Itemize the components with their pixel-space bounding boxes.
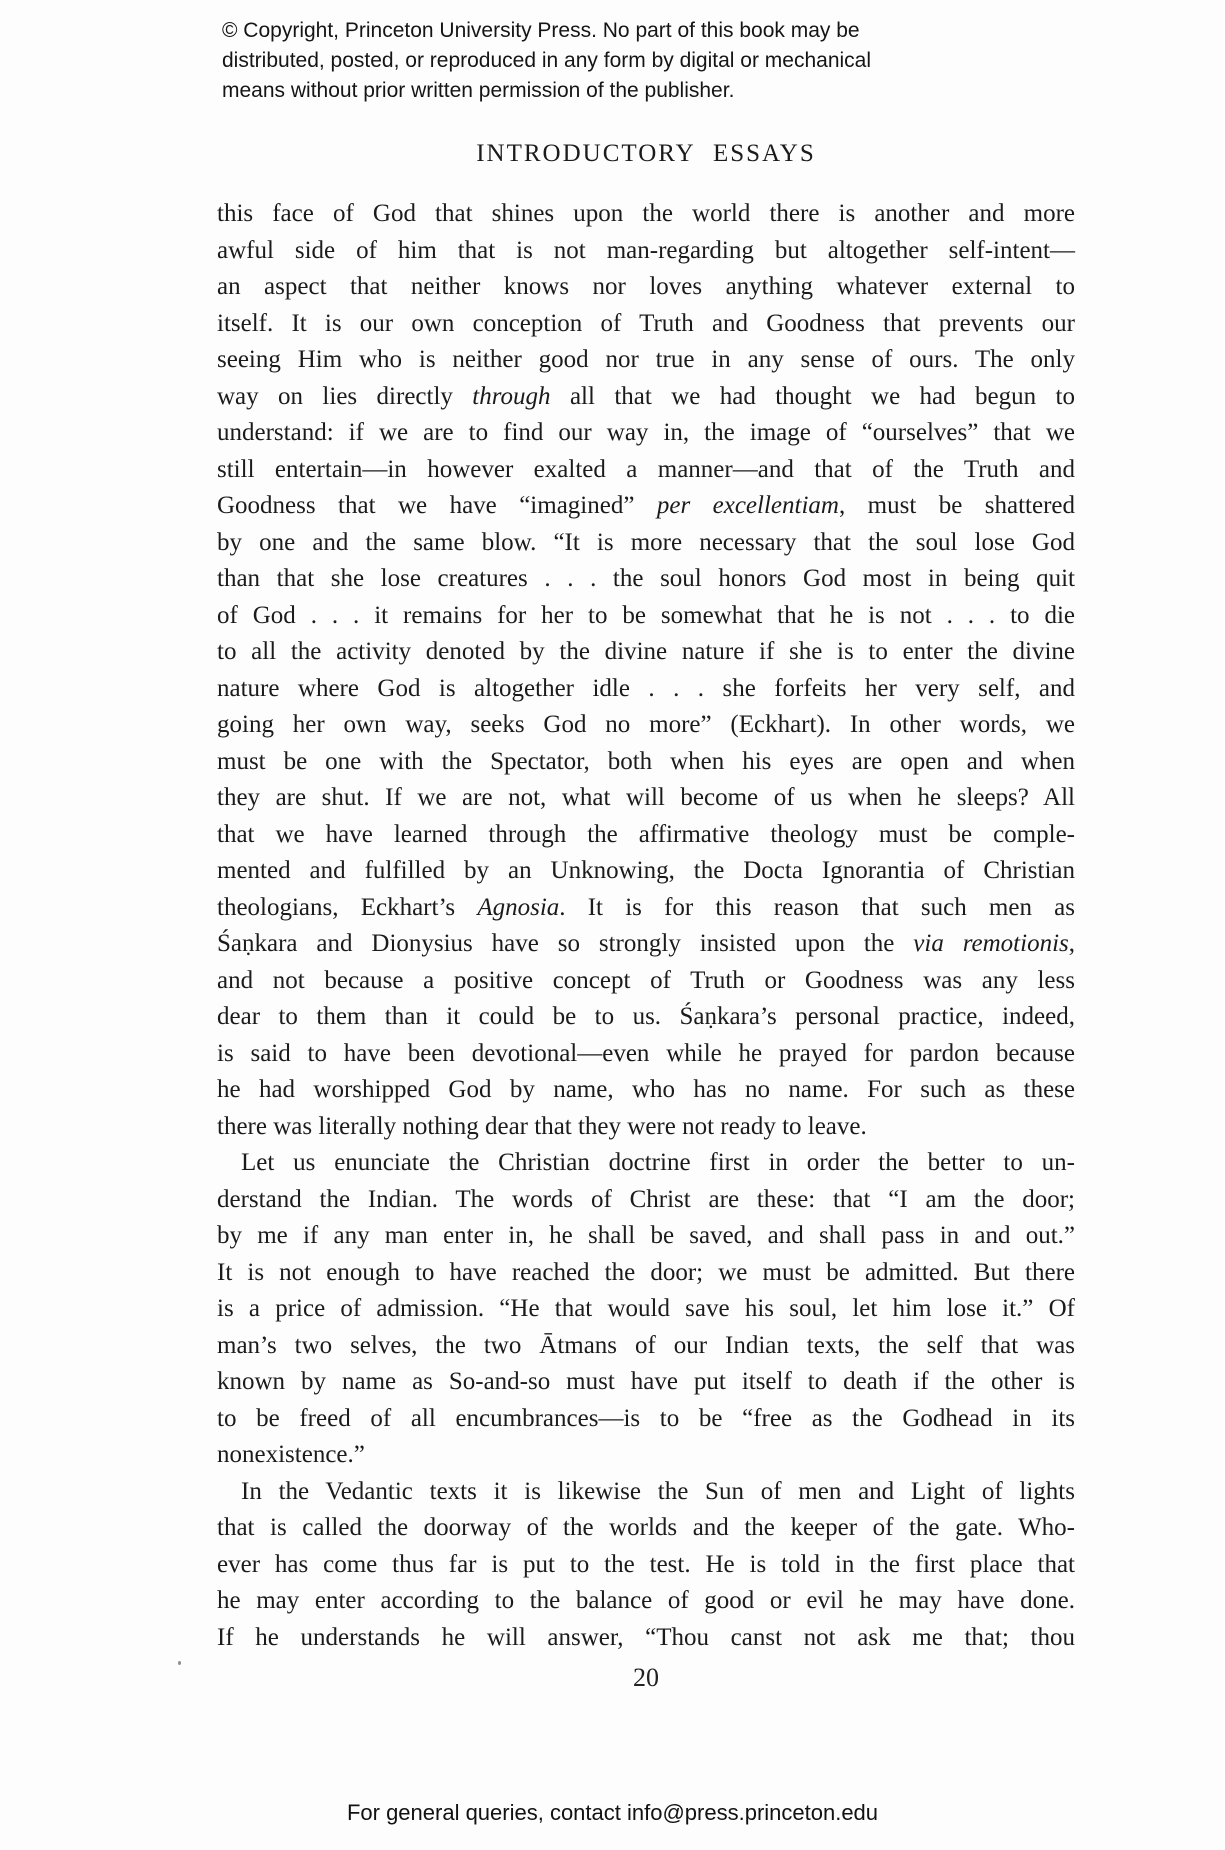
footer-queries-note: For general queries, contact info@press.princeton.edu — [346, 1800, 879, 1825]
copyright-line: © Copyright, Princeton University Press. No part of this book may be — [222, 19, 860, 42]
text-line: man’s two selves, the two Ātmans of our Indian texts, the self that was — [217, 1331, 1075, 1359]
text-line: he may enter according to the balance of good or evil he may have done. — [217, 1587, 1075, 1614]
text-line: It is not enough to have reached the door; we must be admitted. But there — [217, 1258, 1075, 1286]
text-line: nature where God is altogether idle . . . she forfeits her very self, and — [217, 674, 1075, 702]
text-line: Goodness that we have “imagined” per excellentiam, must be shattered — [217, 492, 1075, 519]
text-line: ever has come thus far is put to the test. He is told in the first place that — [217, 1550, 1075, 1578]
text-line: known by name as So-and-so must have put itself to death if the other is — [217, 1368, 1075, 1395]
page-number: 20 — [633, 1663, 659, 1692]
text-line: awful side of him that is not man-regarding but altogether self-intent— — [217, 236, 1075, 264]
text-line: they are shut. If we are not, what will become of us when he sleeps? All — [217, 784, 1075, 811]
text-line: still entertain—in however exalted a manner—and that of the Truth and — [217, 455, 1075, 483]
text-line: to all the activity denoted by the divine nature if she is to enter the divine — [217, 638, 1075, 665]
text-line: Śaṇkara and Dionysius have so strongly insisted upon the via remotionis, — [217, 930, 1075, 957]
text-line: must be one with the Spectator, both when his eyes are open and when — [217, 747, 1075, 775]
text-line: If he understands he will answer, “Thou canst not ask me that; thou — [217, 1623, 1075, 1651]
text-line: understand: if we are to find our way in, the image of “ourselves” that we — [217, 419, 1075, 446]
text-line: there was literally nothing dear that they were not ready to leave. — [217, 1112, 867, 1140]
italic-phrase: through — [472, 382, 551, 410]
copyright-line: distributed, posted, or reproduced in any form by digital or mechanical — [222, 49, 872, 72]
text-line: to be freed of all encumbrances—is to be “free as the Godhead in its — [217, 1404, 1075, 1432]
text-line: Let us enunciate the Christian doctrine first in order the better to un- — [241, 1149, 1075, 1176]
text-line: is said to have been devotional—even while he prayed for pardon because — [217, 1039, 1075, 1067]
text-line: by one and the same blow. “It is more necessary that the soul lose God — [217, 528, 1075, 556]
running-head: INTRODUCTORY ESSAYS — [476, 140, 816, 167]
text-line: way on lies directly through all that we had thought we had begun to — [217, 382, 1075, 410]
italic-phrase: via remotionis — [913, 930, 1069, 957]
text-line: is a price of admission. “He that would save his soul, let him lose it.” Of — [217, 1295, 1075, 1322]
text-line: theologians, Eckhart’s Agnosia. It is for this reason that such men as — [217, 893, 1075, 921]
italic-phrase: per excellentiam — [656, 492, 839, 519]
text-line: nonexistence.” — [217, 1441, 365, 1468]
text-line: that we have learned through the affirmative theology must be comple- — [217, 820, 1075, 848]
italic-phrase: Agnosia — [477, 893, 560, 921]
copyright-notice — [222, 16, 942, 106]
copyright-line: means without prior written permission of the publisher. — [222, 79, 735, 102]
text-line: mented and fulfilled by an Unknowing, the Docta Ignorantia of Christian — [217, 857, 1075, 884]
text-line: itself. It is our own conception of Truth and Goodness that prevents our — [217, 309, 1075, 337]
text-line: In the Vedantic texts it is likewise the Sun of men and Light of lights — [241, 1477, 1075, 1505]
text-line: an aspect that neither knows nor loves anything whatever external to — [217, 273, 1075, 300]
text-line: he had worshipped God by name, who has no name. For such as these — [217, 1076, 1075, 1103]
text-line: that is called the doorway of the worlds and the keeper of the gate. Who- — [217, 1514, 1075, 1541]
text-line: and not because a positive concept of Truth or Goodness was any less — [217, 966, 1075, 994]
text-line: derstand the Indian. The words of Christ are these: that “I am the door; — [217, 1185, 1075, 1213]
text-line: than that she lose creatures . . . the soul honors God most in being quit — [217, 565, 1075, 592]
text-line: this face of God that shines upon the world there is another and more — [217, 200, 1075, 227]
text-line: of God . . . it remains for her to be somewhat that he is not . . . to die — [217, 601, 1075, 629]
text-line: going her own way, seeks God no more” (Eckhart). In other words, we — [217, 711, 1075, 738]
page-body — [217, 196, 1075, 1656]
text-line: by me if any man enter in, he shall be saved, and shall pass in and out.” — [217, 1222, 1075, 1249]
text-line: dear to them than it could be to us. Śaṇkara’s personal practice, indeed, — [217, 1003, 1075, 1030]
scan-artifact-dot — [178, 1661, 181, 1665]
text-line: seeing Him who is neither good nor true in any sense of ours. The only — [217, 346, 1075, 373]
